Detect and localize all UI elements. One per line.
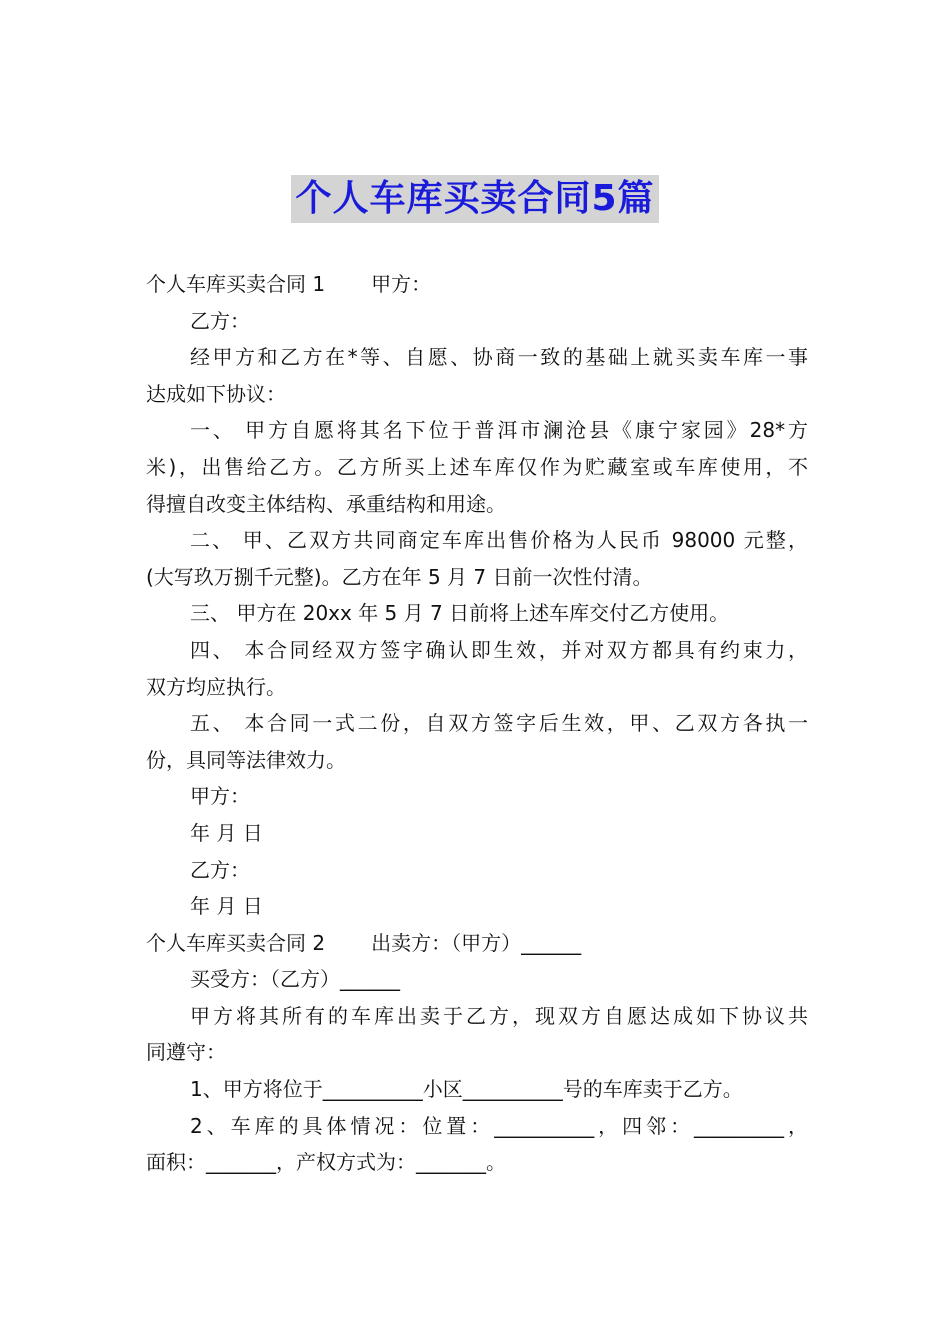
clause-1-line: 米)，出售给乙方。乙方所买上述车库仅作为贮藏室或车库使用，不 (146, 454, 808, 479)
paragraph-line: 甲方将其所有的车库出卖于乙方，现双方自愿达成如下协议共 (190, 1003, 808, 1028)
item-2-line: 2、车库的具体情况：位置：__________，四邻：_________， (190, 1113, 808, 1138)
contract-2-heading-line (146, 925, 808, 962)
item-2-line: 面积：_______，产权方式为：_______。 (146, 1150, 506, 1175)
contract-1-heading: 个人车库买卖合同 1 (146, 272, 326, 296)
party-a-label: 甲方： (371, 272, 432, 296)
signature-party-b: 乙方： (190, 857, 250, 882)
clause-2-line: 二、 甲、乙双方共同商定车库出售价格为人民币 98000 元整， (190, 528, 808, 553)
clause-1-line: 得擅自改变主体结构、承重结构和用途。 (146, 491, 506, 516)
signature-date: 年 月 日 (190, 894, 263, 919)
title-container (0, 175, 950, 223)
document-title: 个人车库买卖合同5篇 (291, 175, 658, 223)
contract-1-heading-line (146, 266, 808, 303)
clause-1-line: 一、 甲方自愿将其名下位于普洱市澜沧县《康宁家园》28*方 (190, 418, 808, 443)
party-b-label: 乙方： (190, 308, 250, 333)
signature-date: 年 月 日 (190, 820, 263, 845)
clause-4-line: 四、 本合同经双方签字确认即生效，并对双方都具有约束力， (190, 637, 808, 662)
paragraph-line: 同遵守： (146, 1040, 226, 1065)
item-1-line: 1、甲方将位于__________小区__________号的车库卖于乙方。 (190, 1077, 743, 1102)
clause-4-line: 双方均应执行。 (146, 674, 286, 699)
paragraph-line: 经甲方和乙方在*等、自愿、协商一致的基础上就买卖车库一事 (190, 345, 808, 370)
clause-5-line: 五、 本合同一式二份，自双方签字后生效，甲、乙双方各执一 (190, 711, 808, 736)
seller-label: 出卖方：（甲方）______ (371, 930, 582, 955)
clause-5-line: 份，具同等法律效力。 (146, 747, 346, 772)
clause-3-line: 三、 甲方在 20xx 年 5 月 7 日前将上述车库交付乙方使用。 (190, 601, 730, 626)
document-body (146, 266, 808, 1181)
signature-party-a: 甲方： (190, 784, 250, 809)
buyer-label: 买受方：（乙方）______ (190, 967, 400, 992)
contract-2-heading: 个人车库买卖合同 2 (146, 930, 326, 955)
clause-2-line: (大写玖万捌千元整)。乙方在年 5 月 7 日前一次性付清。 (146, 564, 653, 589)
paragraph-line: 达成如下协议： (146, 381, 286, 406)
